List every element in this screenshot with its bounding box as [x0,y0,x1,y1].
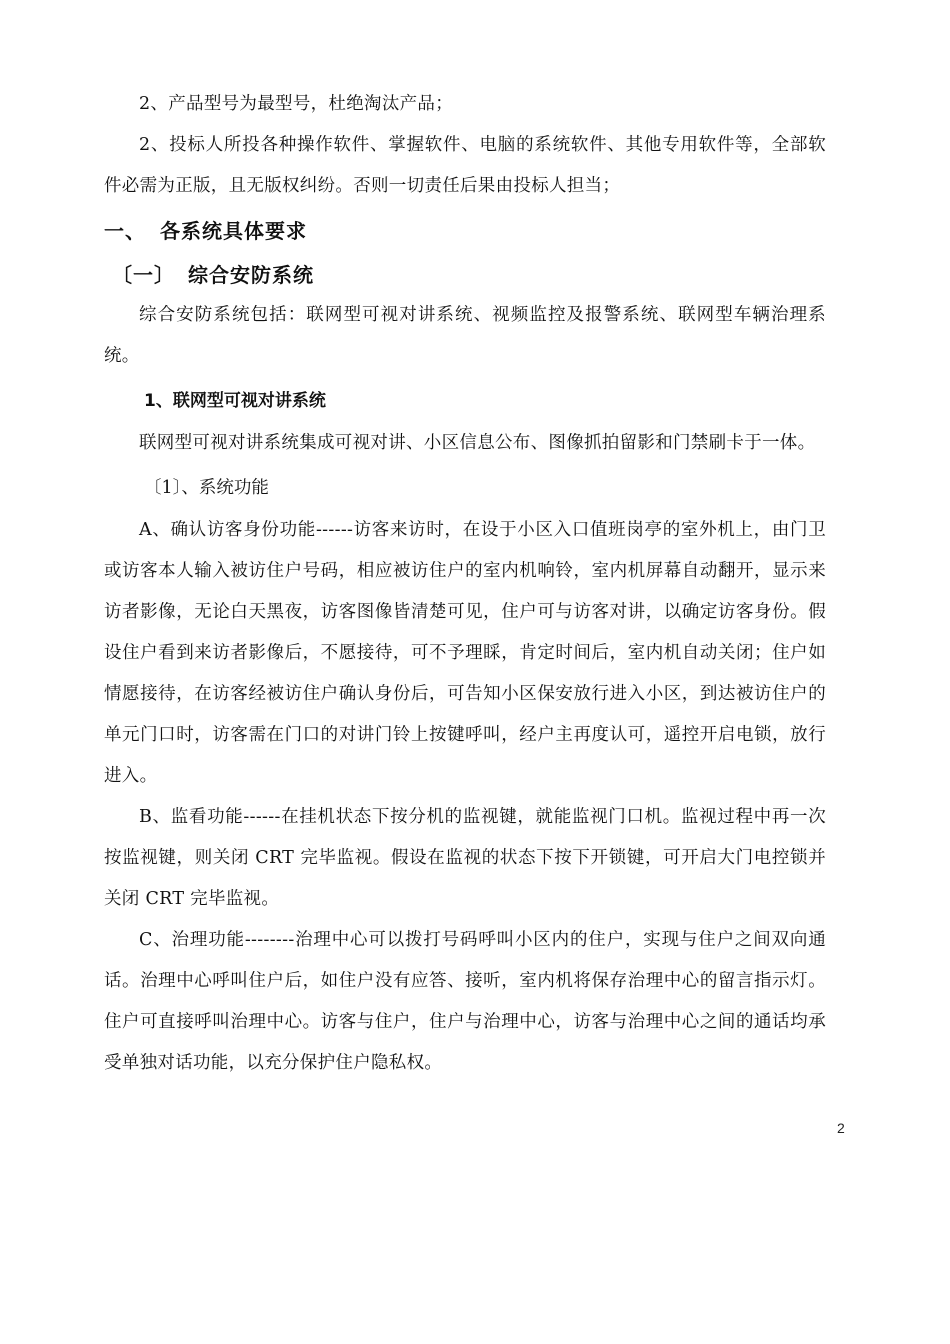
paragraph-function-a: A、确认访客身份功能------访客来访时，在设于小区入口值班岗亭的室外机上，由门卫或访客本人输入被访住户号码，相应被访住户的室内机响铃，室内机屏幕自动翻开，显示来访者影像，无论白天黑夜，访客图像皆清楚可见，住户可与访客对讲，以确定访客身份。假设住户看到来访者影像后，不愿接待，可不予理睬，肯定时间后，室内机自动关闭；住户如情愿接待，在访客经被访住户确认身份后，可告知小区保安放行进入小区，到达被访住户的单元门口时，访客需在门口的对讲门铃上按键呼叫，经户主再度认可，遥控开启电锁，放行进入。 [104,520,826,786]
section-heading-number: 一、 [104,219,146,243]
item-heading: 1、联网型可视对讲系统 [144,391,326,411]
paragraph-software-license: 2、投标人所投各种操作软件、掌握软件、电脑的系统软件、其他专用软件等，全部软件必需为正版，且无版权纠纷。否则一切责任后果由投标人担当； [104,135,826,196]
section-heading-text: 各系统具体要求 [160,219,307,243]
subsection-heading [112,255,826,295]
paragraph-function-c: C、治理功能--------治理中心可以拨打号码呼叫小区内的住户，实现与住户之间双向通话。治理中心呼叫住户后，如住户没有应答、接听，室内机将保存治理中心的留言指示灯。住户可直接呼叫治理中心。访客与住户，住户与治理中心，访客与治理中心之间的通话均承受单独对话功能，以充分保护住户隐私权。 [104,930,826,1073]
function-heading: 〔1〕、系统功能 [144,478,269,498]
paragraph-product-model: 2、产品型号为最型号，杜绝淘汰产品； [139,94,454,114]
subsection-heading-text: 综合安防系统 [188,263,314,287]
paragraph-overview: 综合安防系统包括：联网型可视对讲系统、视频监控及报警系统、联网型车辆治理系统。 [104,305,826,366]
page-number: 2 [837,1120,845,1136]
section-heading [104,211,826,251]
paragraph-intro: 联网型可视对讲系统集成可视对讲、小区信息公布、图像抓拍留影和门禁刷卡于一体。 [139,433,816,453]
subsection-heading-number: 〔一〕 [112,263,175,287]
document-body [104,84,826,1084]
paragraph-function-b: B、监看功能------在挂机状态下按分机的监视键，就能监视门口机。监视过程中再一次按监视键，则关闭 CRT 完毕监视。假设在监视的状态下按下开锁键，可开启大门电控锁并关闭 CRT 完毕监视。 [104,807,826,909]
